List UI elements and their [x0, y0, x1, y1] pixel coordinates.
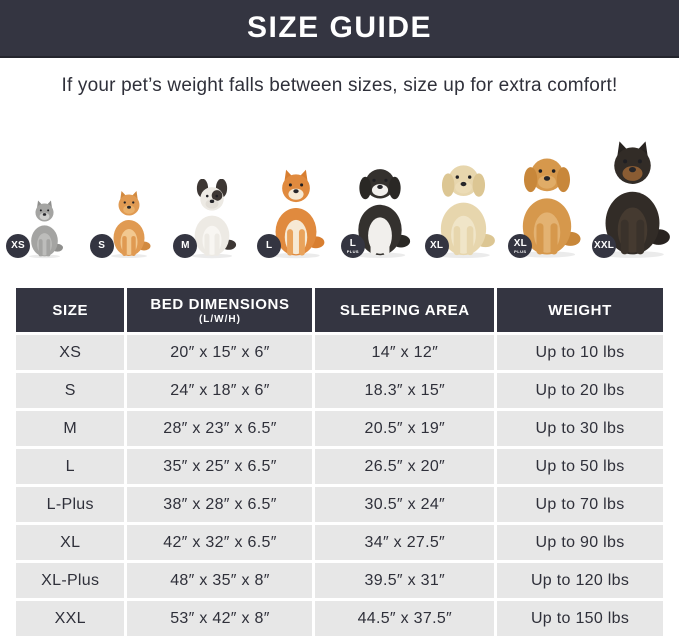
table-cell: 53″ x 42″ x 8″ [127, 601, 312, 636]
table-cell: 18.3″ x 15″ [315, 373, 494, 408]
column-header-size [16, 288, 124, 332]
table-cell: Up to 30 lbs [497, 411, 663, 446]
size-badge-l-plus [341, 234, 365, 258]
column-header-sublabel: (L/W/H) [198, 313, 241, 325]
animal-french-bulldog [170, 111, 254, 259]
table-row-xl [16, 525, 663, 560]
header-bar [0, 0, 679, 58]
table-cell: 34″ x 27.5″ [315, 525, 494, 560]
size-badge-sublabel: PLUS [514, 248, 527, 254]
table-cell: Up to 10 lbs [497, 335, 663, 370]
table-cell: 39.5″ x 31″ [315, 563, 494, 598]
table-cell: XS [16, 335, 124, 370]
column-header-label: WEIGHT [548, 301, 612, 319]
table-cell: 24″ x 18″ x 6″ [127, 373, 312, 408]
table-cell: Up to 90 lbs [497, 525, 663, 560]
animal-golden-retriever [505, 111, 589, 259]
page-title: SIZE GUIDE [246, 11, 433, 44]
column-header-label: SLEEPING AREA [339, 301, 470, 319]
table-cell: 20″ x 15″ x 6″ [127, 335, 312, 370]
table-cell: Up to 20 lbs [497, 373, 663, 408]
table-cell: 26.5″ x 20″ [315, 449, 494, 484]
table-cell: 30.5″ x 24″ [315, 487, 494, 522]
size-badge-label: XXL [594, 240, 615, 251]
size-badge-label: S [98, 240, 106, 251]
table-cell: 28″ x 23″ x 6.5″ [127, 411, 312, 446]
animal-cat [3, 111, 87, 259]
table-row-l-plus [16, 487, 663, 522]
size-badge-sublabel: PLUS [346, 248, 360, 254]
table-cell: L-Plus [16, 487, 124, 522]
column-header-label: SIZE [52, 301, 89, 319]
cat-illustration [23, 197, 66, 259]
table-cell: Up to 50 lbs [497, 449, 663, 484]
size-badge-label: XS [11, 240, 25, 251]
column-header-sleeping-area [315, 288, 494, 332]
size-badge-label: XL [430, 240, 444, 251]
animal-border-collie [338, 111, 422, 259]
table-body [16, 335, 663, 636]
size-badge-label: M [181, 240, 190, 251]
animal-shiba-inu [254, 111, 338, 259]
table-cell: 14″ x 12″ [315, 335, 494, 370]
table-cell: XL [16, 525, 124, 560]
size-badge-label: L [349, 237, 357, 249]
table-cell: L [16, 449, 124, 484]
size-badge-xxl [592, 234, 616, 258]
table-row-xs [16, 335, 663, 370]
size-badge-label: L [266, 240, 273, 251]
table-cell: 20.5″ x 19″ [315, 411, 494, 446]
table-cell: Up to 150 lbs [497, 601, 663, 636]
pet-size-illustrations-row [0, 111, 679, 259]
animal-pomeranian [87, 111, 171, 259]
table-cell: Up to 120 lbs [497, 563, 663, 598]
size-badge-l [257, 234, 281, 258]
table-cell: 48″ x 35″ x 8″ [127, 563, 312, 598]
size-badge-xl [425, 234, 449, 258]
animal-doberman [589, 111, 676, 259]
column-header-weight [497, 288, 663, 332]
column-header-label: BED DIMENSIONS [150, 295, 290, 313]
table-cell: 44.5″ x 37.5″ [315, 601, 494, 636]
size-badge-label: XL [513, 237, 527, 249]
animal-labrador [422, 111, 506, 259]
column-header-bed-dimensions [127, 288, 312, 332]
table-cell: Up to 70 lbs [497, 487, 663, 522]
size-badge-s [90, 234, 114, 258]
table-cell: 38″ x 28″ x 6.5″ [127, 487, 312, 522]
table-cell: 42″ x 32″ x 6.5″ [127, 525, 312, 560]
table-cell: 35″ x 25″ x 6.5″ [127, 449, 312, 484]
table-row-xxl [16, 601, 663, 636]
table-cell: XXL [16, 601, 124, 636]
size-badge-xs [6, 234, 30, 258]
table-header-row [16, 288, 663, 332]
table-cell: XL-Plus [16, 563, 124, 598]
table-row-xl-plus [16, 563, 663, 598]
table-row-s [16, 373, 663, 408]
table-row-l [16, 449, 663, 484]
tagline-text: If your pet’s weight falls between sizes, size up for extra comfort! [61, 75, 618, 96]
size-guide-table [13, 285, 666, 639]
table-row-m [16, 411, 663, 446]
table-cell: M [16, 411, 124, 446]
table-cell: S [16, 373, 124, 408]
